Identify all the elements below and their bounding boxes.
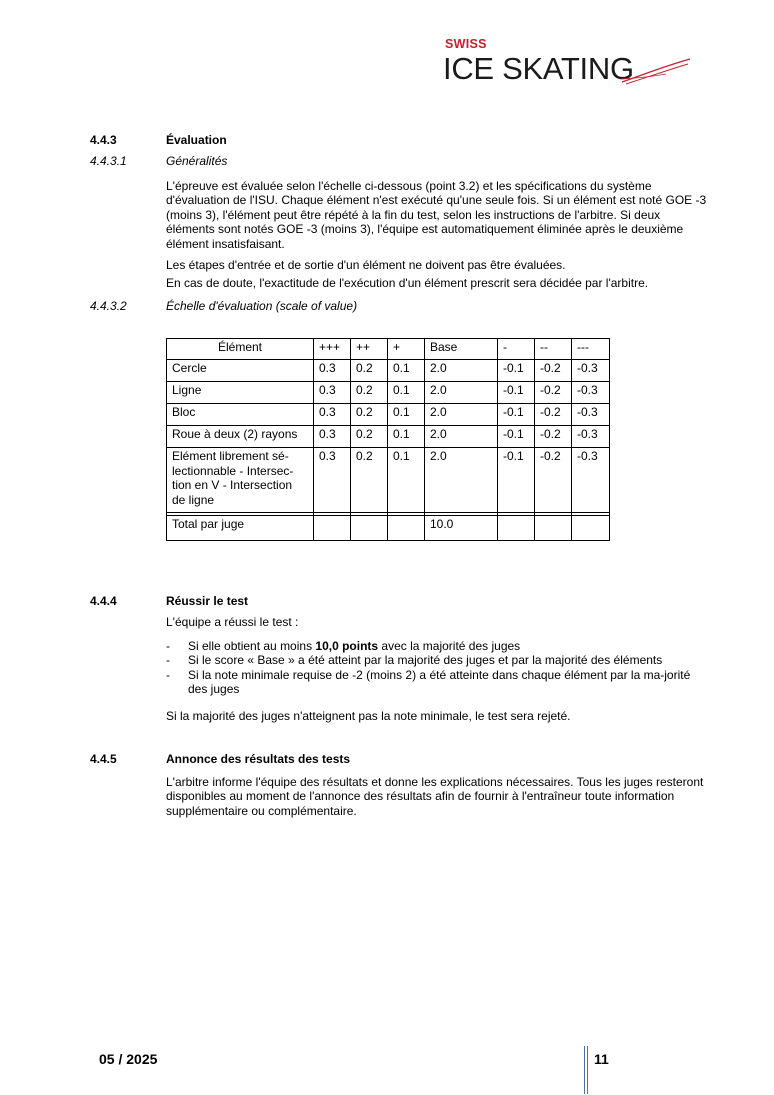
total-cell — [498, 516, 535, 541]
element-cell: Elément librement sé-lectionnable - Intersec-tion en V - Intersection de ligne — [167, 448, 314, 513]
subsection-title: Généralités — [166, 154, 228, 168]
value-cell: 0.2 — [351, 448, 388, 513]
header-cell: +++ — [314, 339, 351, 360]
value-cell: -0.2 — [535, 382, 572, 404]
value-cell: 0.2 — [351, 404, 388, 426]
footer-date: 05 / 2025 — [99, 1051, 158, 1067]
table-row — [167, 360, 610, 382]
value-cell: 0.2 — [351, 360, 388, 382]
header-cell: -- — [535, 339, 572, 360]
table-total-row — [167, 516, 610, 541]
list-item: - Si la note minimale requise de -2 (moins 2) a été atteinte dans chaque élément par la ma-jorité des juges — [166, 668, 711, 697]
value-cell: 0.2 — [351, 382, 388, 404]
total-cell: 10.0 — [425, 516, 498, 541]
value-cell: 0.1 — [388, 448, 425, 513]
value-cell: 0.3 — [314, 382, 351, 404]
header-cell: Base — [425, 339, 498, 360]
value-cell: 0.1 — [388, 426, 425, 448]
value-cell: 0.1 — [388, 382, 425, 404]
value-cell: -0.1 — [498, 448, 535, 513]
section-title: Évaluation — [166, 133, 227, 147]
logo-swiss-text: SWISS — [445, 37, 487, 51]
criteria-list — [166, 639, 711, 697]
total-cell — [572, 516, 610, 541]
section-number: 4.4.5 — [90, 752, 117, 766]
total-label-cell: Total par juge — [167, 516, 314, 541]
paragraph: Les étapes d'entrée et de sortie d'un élément ne doivent pas être évaluées. — [166, 258, 566, 272]
table-header-row — [167, 339, 610, 360]
section-title: Annonce des résultats des tests — [166, 752, 351, 766]
value-cell: -0.3 — [572, 382, 610, 404]
total-cell — [388, 516, 425, 541]
value-cell: 0.1 — [388, 404, 425, 426]
table-row — [167, 448, 610, 513]
logo-ice-skating-text: ICE SKATING — [443, 51, 634, 86]
logo-swoosh-icon — [620, 54, 692, 86]
header-cell: ++ — [351, 339, 388, 360]
value-cell: -0.2 — [535, 404, 572, 426]
scale-of-value-table — [166, 338, 610, 541]
value-cell: 0.1 — [388, 360, 425, 382]
header-cell: - — [498, 339, 535, 360]
total-cell — [535, 516, 572, 541]
value-cell: 0.3 — [314, 360, 351, 382]
value-cell: 0.3 — [314, 426, 351, 448]
header-cell: --- — [572, 339, 610, 360]
total-cell — [314, 516, 351, 541]
paragraph: L'équipe a réussi le test : — [166, 615, 299, 629]
value-cell: -0.3 — [572, 404, 610, 426]
table-row — [167, 404, 610, 426]
element-cell: Roue à deux (2) rayons — [167, 426, 314, 448]
section-number: 4.4.3 — [90, 133, 117, 147]
paragraph: L'épreuve est évaluée selon l'échelle ci-dessous (point 3.2) et les spécifications du système d'évaluation de l'ISU. Chaque élément n'est exécuté qu'une seule fois. Si un élément est noté GOE -3 (moins 3), l'élément peut être répété à la fin du test, selon les instructions de l'arbitre. Si deux éléments sont notés GOE -3 (moins 3), l'équipe est automatiquement éliminée après le deuxième élément insatisfaisant. — [166, 179, 707, 251]
table-row — [167, 426, 610, 448]
value-cell: -0.1 — [498, 360, 535, 382]
highlight-points: 10,0 points — [315, 639, 379, 653]
paragraph: En cas de doute, l'exactitude de l'exécution d'un élément prescrit sera décidée par l'arbitre. — [166, 276, 649, 290]
page-number: 11 — [594, 1051, 609, 1067]
value-cell: -0.1 — [498, 404, 535, 426]
value-cell: 2.0 — [425, 426, 498, 448]
value-cell: -0.1 — [498, 426, 535, 448]
value-cell: -0.3 — [572, 426, 610, 448]
footer-divider — [587, 1046, 588, 1094]
value-cell: -0.1 — [498, 382, 535, 404]
section-title: Réussir le test — [166, 594, 249, 608]
table-row — [167, 382, 610, 404]
header-cell: Élément — [167, 339, 314, 360]
value-cell: -0.2 — [535, 448, 572, 513]
element-cell: Cercle — [167, 360, 314, 382]
section-number: 4.4.4 — [90, 594, 117, 608]
paragraph: Si la majorité des juges n'atteignent pas la note minimale, le test sera rejeté. — [166, 709, 571, 723]
value-cell: 0.3 — [314, 448, 351, 513]
value-cell: -0.2 — [535, 426, 572, 448]
element-cell: Ligne — [167, 382, 314, 404]
subsection-number: 4.4.3.2 — [90, 299, 127, 313]
list-item: - Si elle obtient au moins 10,0 points avec la majorité des juges — [166, 639, 711, 653]
paragraph: L'arbitre informe l'équipe des résultats et donne les explications nécessaires. Tous les juges resteront disponibles au moment de l'annonce des résultats afin de fournir à l'entraîneur toute information supplémentaire ou complémentaire. — [166, 775, 704, 818]
header-cell: + — [388, 339, 425, 360]
value-cell: 0.3 — [314, 404, 351, 426]
value-cell: 2.0 — [425, 448, 498, 513]
value-cell: -0.2 — [535, 360, 572, 382]
list-item: - Si le score « Base » a été atteint par la majorité des juges et par la majorité des éléments — [166, 653, 711, 667]
value-cell: 2.0 — [425, 360, 498, 382]
value-cell: -0.3 — [572, 448, 610, 513]
value-cell: 2.0 — [425, 404, 498, 426]
footer-divider — [584, 1046, 585, 1094]
subsection-number: 4.4.3.1 — [90, 154, 127, 168]
element-cell: Bloc — [167, 404, 314, 426]
total-cell — [351, 516, 388, 541]
subsection-title: Échelle d'évaluation (scale of value) — [166, 299, 358, 313]
value-cell: -0.3 — [572, 360, 610, 382]
value-cell: 0.2 — [351, 426, 388, 448]
value-cell: 2.0 — [425, 382, 498, 404]
